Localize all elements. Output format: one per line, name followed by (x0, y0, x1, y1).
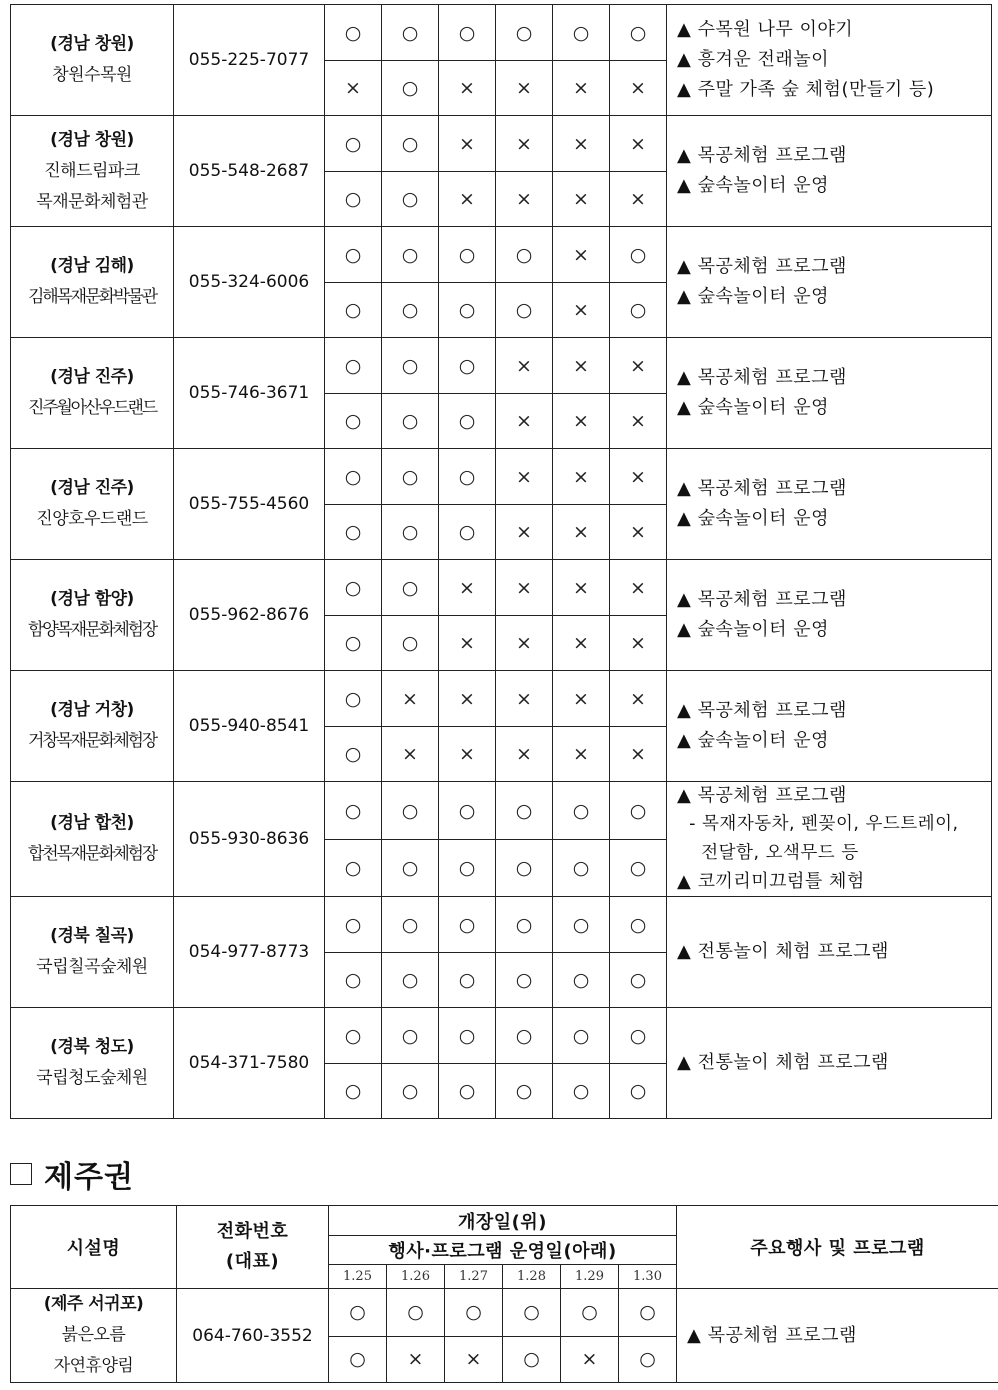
open-day-mark: ○ (325, 227, 382, 283)
open-day-mark: × (439, 560, 496, 616)
program-item: ▲ 목공체험 프로그램 (677, 256, 847, 277)
header-date: 1.26 (387, 1265, 445, 1289)
table-row-open (11, 897, 992, 953)
open-day-mark: ○ (325, 560, 382, 616)
program-day-mark: ○ (382, 283, 439, 338)
program-item: ▲ 목공체험 프로그램 (677, 367, 847, 388)
header-open-day: 개장일(위) (329, 1206, 677, 1236)
program-day-mark: × (445, 1336, 503, 1383)
facility-name-cell (11, 1008, 174, 1119)
open-day-mark: × (496, 671, 553, 727)
open-day-mark: ○ (496, 5, 553, 61)
section-title-text: 제주권 (44, 1160, 134, 1195)
program-item: ▲ 수목원 나무 이야기 (677, 19, 854, 40)
open-day-mark: ○ (610, 227, 667, 283)
section-title-jeju (10, 1152, 134, 1196)
program-day-mark: ○ (439, 283, 496, 338)
header-date: 1.28 (503, 1265, 561, 1289)
program-day-mark: ○ (325, 1064, 382, 1119)
program-list (667, 338, 992, 449)
open-day-mark: ○ (387, 1289, 445, 1337)
program-day-mark: ○ (325, 840, 382, 897)
program-item: ▲ 목공체험 프로그램 (677, 700, 847, 721)
open-day-mark: ○ (382, 227, 439, 283)
table-row-open (11, 5, 992, 61)
program-day-mark: ○ (382, 394, 439, 449)
program-day-mark: × (610, 61, 667, 116)
program-day-mark: × (553, 283, 610, 338)
open-day-mark: ○ (325, 116, 382, 172)
open-day-mark: × (610, 671, 667, 727)
program-list (667, 116, 992, 227)
facility-phone: 055-324-6006 (174, 227, 325, 338)
program-day-mark: ○ (619, 1336, 677, 1383)
program-day-mark: ○ (503, 1336, 561, 1383)
program-item: - 목재자동차, 펜꽂이, 우드트레이, (677, 814, 959, 834)
open-day-mark: × (610, 338, 667, 394)
header-phone-line1: 전화번호 (216, 1221, 289, 1242)
facility-name-cell (11, 671, 174, 782)
facility-name-cell (11, 5, 174, 116)
open-day-mark: ○ (325, 782, 382, 840)
open-day-mark: ○ (439, 449, 496, 505)
program-day-mark: ○ (439, 394, 496, 449)
open-day-mark: × (439, 116, 496, 172)
program-day-mark: × (387, 1336, 445, 1383)
facility-region: (경남 김해) (50, 256, 134, 276)
open-day-mark: × (496, 338, 553, 394)
facility-phone: 055-225-7077 (174, 5, 325, 116)
program-day-mark: ○ (329, 1336, 387, 1383)
program-item: ▲ 흥겨운 전래놀이 (677, 49, 830, 70)
open-day-mark: ○ (445, 1289, 503, 1337)
program-day-mark: × (382, 727, 439, 782)
header-phone-line2: (대표) (225, 1251, 280, 1272)
header-facility-name: 시설명 (11, 1206, 177, 1289)
program-item: ▲ 목공체험 프로그램 (677, 145, 847, 166)
facility-region: (경북 칠곡) (50, 926, 134, 946)
program-list (667, 782, 992, 897)
facility-phone: 064-760-3552 (177, 1289, 329, 1383)
program-day-mark: ○ (325, 394, 382, 449)
open-day-mark: × (496, 560, 553, 616)
open-day-mark: ○ (382, 1008, 439, 1064)
open-day-mark: × (553, 671, 610, 727)
facility-name: 거창목재문화체험장 (28, 731, 156, 751)
table-row-open (11, 1289, 998, 1337)
open-day-mark: ○ (329, 1289, 387, 1337)
open-day-mark: ○ (439, 338, 496, 394)
open-day-mark: ○ (553, 5, 610, 61)
jeju-table-header (11, 1206, 998, 1289)
facility-name: 진주월아산우드랜드 (28, 398, 156, 418)
program-item: ▲ 목공체험 프로그램 (677, 589, 847, 610)
program-day-mark: × (561, 1336, 619, 1383)
program-day-mark: × (439, 61, 496, 116)
program-item: ▲ 숲속놀이터 운영 (677, 730, 830, 751)
program-day-mark: × (496, 616, 553, 671)
program-item: ▲ 숲속놀이터 운영 (677, 286, 830, 307)
facility-name: 김해목재문화박물관 (28, 287, 156, 307)
open-day-mark: × (553, 338, 610, 394)
open-day-mark: ○ (496, 897, 553, 953)
jeju-table-body (11, 1289, 998, 1383)
open-day-mark: ○ (325, 897, 382, 953)
program-day-mark: × (553, 616, 610, 671)
program-day-mark: ○ (382, 505, 439, 560)
facility-name: 진양호우드랜드 (36, 509, 148, 529)
open-day-mark: ○ (439, 227, 496, 283)
facility-phone: 055-746-3671 (174, 338, 325, 449)
program-day-mark: ○ (325, 172, 382, 227)
program-day-mark: ○ (325, 727, 382, 782)
program-list (667, 560, 992, 671)
program-day-mark: ○ (382, 953, 439, 1008)
open-day-mark: ○ (503, 1289, 561, 1337)
open-day-mark: ○ (325, 1008, 382, 1064)
facility-name-cell (11, 897, 174, 1008)
program-item: ▲ 숲속놀이터 운영 (677, 619, 830, 640)
program-item: ▲ 목공체험 프로그램 (687, 1324, 857, 1346)
open-day-mark: × (553, 116, 610, 172)
open-day-mark: ○ (496, 227, 553, 283)
program-day-mark: × (610, 727, 667, 782)
program-day-mark: × (553, 394, 610, 449)
program-day-mark: ○ (382, 616, 439, 671)
facility-phone: 055-755-4560 (174, 449, 325, 560)
program-item: ▲ 목공체험 프로그램 (677, 785, 847, 806)
facility-region: (경남 창원) (50, 129, 134, 150)
open-day-mark: × (382, 671, 439, 727)
facility-name-cell (11, 449, 174, 560)
facility-name-cell (11, 1289, 177, 1383)
open-day-mark: ○ (439, 5, 496, 61)
facility-region: (경남 거창) (50, 700, 134, 720)
table-row-open (11, 116, 992, 172)
facility-name-cell (11, 782, 174, 897)
program-day-mark: ○ (553, 840, 610, 897)
program-list (667, 5, 992, 116)
open-day-mark: ○ (382, 560, 439, 616)
program-day-mark: × (610, 505, 667, 560)
program-day-mark: × (553, 61, 610, 116)
program-day-mark: ○ (610, 283, 667, 338)
open-day-mark: ○ (496, 782, 553, 840)
facility-name: 국립청도숲체원 (36, 1068, 148, 1088)
program-item: ▲ 주말 가족 숲 체험(만들기 등) (677, 79, 935, 100)
header-date: 1.25 (329, 1265, 387, 1289)
open-day-mark: ○ (325, 338, 382, 394)
program-day-mark: ○ (496, 953, 553, 1008)
open-day-mark: × (610, 116, 667, 172)
program-item: 전달함, 오색무드 등 (677, 843, 859, 863)
open-day-mark: ○ (382, 5, 439, 61)
facility-region: (경남 창원) (50, 34, 134, 54)
program-item: ▲ 전통놀이 체험 프로그램 (677, 941, 889, 962)
facility-phone: 055-962-8676 (174, 560, 325, 671)
program-day-mark: ○ (496, 840, 553, 897)
facility-name: 합천목재문화체험장 (28, 844, 156, 864)
open-day-mark: × (610, 560, 667, 616)
header-programs: 주요행사 및 프로그램 (677, 1206, 998, 1289)
program-day-mark: ○ (439, 505, 496, 560)
program-item: ▲ 숲속놀이터 운영 (677, 397, 830, 418)
facility-region: (경남 진주) (50, 478, 134, 498)
program-day-mark: ○ (439, 953, 496, 1008)
program-day-mark: × (496, 172, 553, 227)
facility-phone: 054-977-8773 (174, 897, 325, 1008)
facility-table-body (11, 5, 992, 1119)
facility-region: (경북 청도) (50, 1037, 134, 1057)
header-program-day: 행사·프로그램 운영일(아래) (329, 1236, 677, 1265)
open-day-mark: ○ (382, 782, 439, 840)
facility-region: (경남 진주) (50, 367, 134, 387)
program-day-mark: ○ (382, 61, 439, 116)
program-day-mark: × (553, 727, 610, 782)
program-day-mark: × (610, 616, 667, 671)
open-day-mark: ○ (439, 1008, 496, 1064)
program-day-mark: ○ (439, 840, 496, 897)
open-day-mark: ○ (610, 782, 667, 840)
open-day-mark: ○ (325, 5, 382, 61)
program-day-mark: × (553, 505, 610, 560)
program-day-mark: ○ (610, 840, 667, 897)
open-day-mark: ○ (610, 1008, 667, 1064)
open-day-mark: × (439, 671, 496, 727)
open-day-mark: ○ (553, 897, 610, 953)
program-day-mark: × (610, 172, 667, 227)
program-item: ▲ 숲속놀이터 운영 (677, 175, 830, 196)
open-day-mark: ○ (496, 1008, 553, 1064)
program-day-mark: ○ (382, 1064, 439, 1119)
header-date: 1.29 (561, 1265, 619, 1289)
facility-name-cell (11, 227, 174, 338)
table-row-open (11, 227, 992, 283)
program-day-mark: × (553, 172, 610, 227)
open-day-mark: × (553, 227, 610, 283)
program-list (667, 671, 992, 782)
facility-name: 진해드림파크 (44, 160, 140, 181)
table-row-open (11, 560, 992, 616)
program-list (667, 1008, 992, 1119)
facility-region: (제주 서귀포) (43, 1294, 144, 1314)
facility-name: 함양목재문화체험장 (28, 620, 156, 640)
open-day-mark: ○ (619, 1289, 677, 1337)
open-day-mark: ○ (610, 5, 667, 61)
open-day-mark: ○ (561, 1289, 619, 1337)
facility-name-cell (11, 116, 174, 227)
program-list (667, 227, 992, 338)
facility-name: 목재문화체험관 (36, 191, 148, 212)
open-day-mark: ○ (553, 782, 610, 840)
table-row-open (11, 338, 992, 394)
open-day-mark: × (553, 449, 610, 505)
program-item: ▲ 전통놀이 체험 프로그램 (677, 1052, 889, 1073)
table-row-open (11, 782, 992, 840)
program-day-mark: ○ (610, 953, 667, 1008)
facility-name-cell (11, 338, 174, 449)
open-day-mark: × (610, 449, 667, 505)
program-day-mark: × (610, 394, 667, 449)
program-day-mark: ○ (496, 1064, 553, 1119)
open-day-mark: ○ (325, 449, 382, 505)
facility-region: (경남 함양) (50, 589, 134, 609)
program-day-mark: × (439, 727, 496, 782)
program-day-mark: × (439, 172, 496, 227)
program-list (667, 449, 992, 560)
open-day-mark: ○ (382, 897, 439, 953)
open-day-mark: × (496, 116, 553, 172)
facility-region: (경남 합천) (50, 813, 134, 833)
open-day-mark: ○ (439, 897, 496, 953)
open-day-mark: ○ (553, 1008, 610, 1064)
facility-table-jeju (10, 1205, 998, 1383)
program-day-mark: × (325, 61, 382, 116)
program-day-mark: ○ (325, 616, 382, 671)
open-day-mark: ○ (325, 671, 382, 727)
header-date: 1.27 (445, 1265, 503, 1289)
open-day-mark: × (553, 560, 610, 616)
facility-name: 붉은오름 (61, 1325, 126, 1345)
open-day-mark: ○ (382, 449, 439, 505)
program-day-mark: ○ (496, 283, 553, 338)
program-day-mark: ○ (439, 1064, 496, 1119)
program-day-mark: × (496, 727, 553, 782)
facility-name-cell (11, 560, 174, 671)
program-day-mark: × (496, 394, 553, 449)
header-date: 1.30 (619, 1265, 677, 1289)
open-day-mark: ○ (382, 116, 439, 172)
facility-phone: 055-940-8541 (174, 671, 325, 782)
facility-name: 자연휴양림 (53, 1356, 134, 1376)
program-day-mark: ○ (553, 953, 610, 1008)
table-row-open (11, 1008, 992, 1064)
program-list (677, 1289, 998, 1383)
program-item: ▲ 목공체험 프로그램 (677, 478, 847, 499)
program-day-mark: ○ (553, 1064, 610, 1119)
facility-phone: 054-371-7580 (174, 1008, 325, 1119)
program-day-mark: ○ (382, 172, 439, 227)
open-day-mark: ○ (382, 338, 439, 394)
facility-table-gyeongsang (10, 4, 992, 1119)
facility-name: 국립칠곡숲체원 (36, 957, 148, 977)
facility-name: 창원수목원 (52, 65, 132, 85)
open-day-mark: ○ (439, 782, 496, 840)
facility-phone: 055-548-2687 (174, 116, 325, 227)
program-day-mark: ○ (325, 505, 382, 560)
table-row-open (11, 449, 992, 505)
program-day-mark: ○ (325, 283, 382, 338)
checkbox-square-icon (10, 1163, 32, 1185)
program-day-mark: × (439, 616, 496, 671)
program-day-mark: ○ (325, 953, 382, 1008)
header-phone (177, 1206, 329, 1289)
program-item: ▲ 코끼리미끄럼틀 체험 (677, 871, 865, 892)
program-list (667, 897, 992, 1008)
program-day-mark: ○ (610, 1064, 667, 1119)
program-item: ▲ 숲속놀이터 운영 (677, 508, 830, 529)
facility-phone: 055-930-8636 (174, 782, 325, 897)
program-day-mark: × (496, 61, 553, 116)
table-row-open (11, 671, 992, 727)
open-day-mark: ○ (610, 897, 667, 953)
program-day-mark: × (496, 505, 553, 560)
program-day-mark: ○ (382, 840, 439, 897)
open-day-mark: × (496, 449, 553, 505)
